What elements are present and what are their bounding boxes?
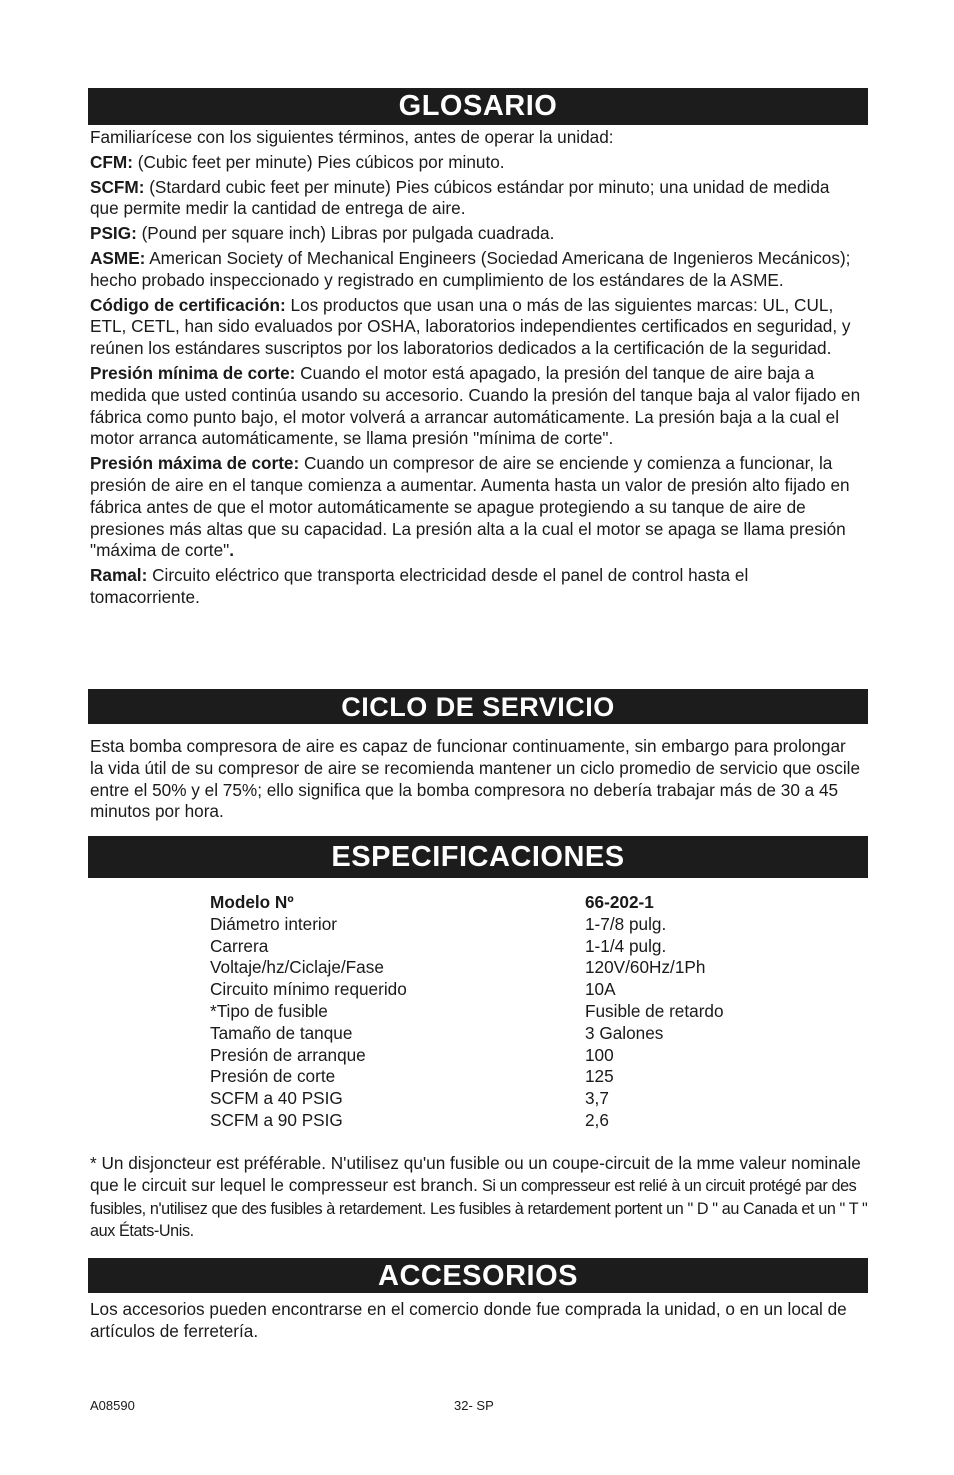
spec-key: Tamaño de tanque [210, 1022, 353, 1043]
accesorios-body: Los accesorios pueden encontrarse en el comercio donde fue comprada la unidad, o en un local de artículos de ferretería. [90, 1299, 847, 1341]
spec-value: 10A [585, 979, 616, 1000]
spec-row [210, 1088, 770, 1110]
spec-value: 1-1/4 pulg. [585, 935, 667, 956]
glossary-definition: Cuando un compresor de aire se enciende y comienza a funcionar, la presión de aire en el tanque comienza a aumentar. Aumenta hasta un valor de presión alto fijado en fábrica antes de que el motor automáticamente se apague protegiendo a su tanque de aire de presiones más altas que su capacidad. La presión alta a la cual el motor se apaga se llama presión "máxima de corte" [90, 453, 850, 561]
spec-value: 2,6 [585, 1109, 609, 1130]
glossary-entry-certificacion [90, 295, 862, 360]
spec-row [210, 1045, 770, 1067]
spec-value: 120V/60Hz/1Ph [585, 957, 706, 978]
spec-row [210, 1066, 770, 1088]
glossary-term: CFM: [90, 151, 133, 172]
glossary-entry-asme [90, 248, 862, 292]
spec-row [210, 979, 770, 1001]
spec-header-row [210, 892, 770, 914]
spec-header-key: Modelo Nº [210, 892, 294, 912]
glossary-definition: American Society of Mechanical Engineers (Sociedad Americana de Ingenieros Mecánicos); hecho probado inspeccionado y registrado en cumplimiento de los estándares de la ASME. [90, 247, 851, 290]
spec-table [210, 892, 770, 1132]
especificaciones-heading: ESPECIFICACIONES [88, 836, 868, 878]
spec-row [210, 957, 770, 979]
glossary-entry-psig [90, 223, 862, 245]
spec-key: Presión de arranque [210, 1044, 366, 1065]
spec-value: Fusible de retardo [585, 1000, 724, 1021]
page-number: 32- SP [454, 1398, 494, 1413]
spec-key: Presión de corte [210, 1066, 336, 1087]
spec-value: 3,7 [585, 1088, 609, 1109]
glossary-definition: Los productos que usan una o más de las siguientes marcas: UL, CUL, ETL, CETL, han sido evaluados por OSHA, laboratorios independientes certificados en seguridad, y reúnen los estándares suscriptos por los laboratorios dedicados a la certificación de la seguridad. [90, 294, 851, 359]
spec-header-value: 66-202-1 [585, 892, 654, 912]
spec-key: *Tipo de fusible [210, 1000, 328, 1021]
ciclo-heading: CICLO DE SERVICIO [88, 689, 868, 724]
spec-row [210, 1110, 770, 1132]
ciclo-body: Esta bomba compresora de aire es capaz de funcionar continuamente, sin embargo para prolongar la vida útil de su compresor de aire se recomienda mantener un ciclo promedio de servicio que oscile entre el 50% y el 75%; ello significa que la bomba compresora no debería trabajar más de 30 a 45 minutos por hora. [90, 736, 861, 822]
spec-row [210, 1001, 770, 1023]
glossary-term: ASME: [90, 247, 146, 268]
spec-value: 100 [585, 1044, 614, 1065]
spec-key: Circuito mínimo requerido [210, 979, 407, 1000]
glossary-definition: Circuito eléctrico que transporta electricidad desde el panel de control hasta el tomacorriente. [90, 565, 749, 607]
spec-row [210, 936, 770, 958]
accesorios-heading: ACCESORIOS [88, 1258, 868, 1293]
spec-key: Voltaje/hz/Ciclaje/Fase [210, 957, 384, 978]
spec-key: Carrera [210, 935, 269, 956]
glossary-term: Presión máxima de corte: [90, 453, 300, 474]
spec-value: 1-7/8 pulg. [585, 913, 667, 934]
spec-row [210, 914, 770, 936]
glossary-definition: (Stardard cubic feet per minute) Pies cúbicos estándar por minuto; una unidad de medida que permite medir la cantidad de entrega de aire. [90, 176, 830, 219]
glossary-term: SCFM: [90, 176, 145, 197]
glossary-term: PSIG: [90, 223, 137, 244]
glossary-definition: (Cubic feet per minute) Pies cúbicos por minuto. [132, 151, 505, 172]
fuse-note-small: Si un compresseur est relié à un circuit protégé par des fusibles, n'utilisez que des fusibles à retardement. Les fusibles à retardement portent un " D " au Canada et un " T " aux États-Unis. [90, 1176, 868, 1241]
glosario-heading: GLOSARIO [88, 88, 868, 125]
spec-row [210, 1023, 770, 1045]
spec-key: Diámetro interior [210, 913, 338, 934]
glossary-entry-presion-maxima [90, 453, 862, 562]
spec-key: SCFM a 90 PSIG [210, 1109, 343, 1130]
glossary-entry-scfm [90, 177, 862, 221]
glossary-definition: (Pound per square inch) Libras por pulgada cuadrada. [136, 223, 555, 244]
fuse-note [90, 1153, 870, 1243]
glossary-term: Ramal: [90, 565, 148, 586]
glossary-term: Presión mínima de corte: [90, 362, 296, 383]
glosario-intro: Familiarícese con los siguientes términos, antes de operar la unidad: [90, 127, 614, 147]
fuse-note-main: * Un disjoncteur est préférable. N'utilisez qu'un fusible ou un coupe-circuit de la mme valeur nominale que le circuit sur lequel le compresseur est branch. [90, 1153, 861, 1195]
glosario-body [90, 127, 862, 609]
glossary-entry-ramal [90, 565, 862, 609]
spec-key: SCFM a 40 PSIG [210, 1088, 343, 1109]
glossary-definition: Cuando el motor está apagado, la presión del tanque de aire baja a medida que usted continúa usando su accesorio. Cuando la presión del tanque baja al valor fijado en fábrica como punto bajo, el motor volverá a arrancar automáticamente. La presión baja a la cual el motor arranca automáticamente, se llama presión "mínima de corte". [90, 362, 861, 449]
glossary-entry-presion-minima [90, 363, 862, 450]
glossary-definition-end: . [229, 540, 235, 561]
glossary-term: Código de certificación: [90, 294, 286, 315]
spec-value: 125 [585, 1066, 614, 1087]
footer-code: A08590 [90, 1398, 135, 1413]
spec-value: 3 Galones [585, 1022, 664, 1043]
glossary-entry-cfm [90, 152, 862, 174]
